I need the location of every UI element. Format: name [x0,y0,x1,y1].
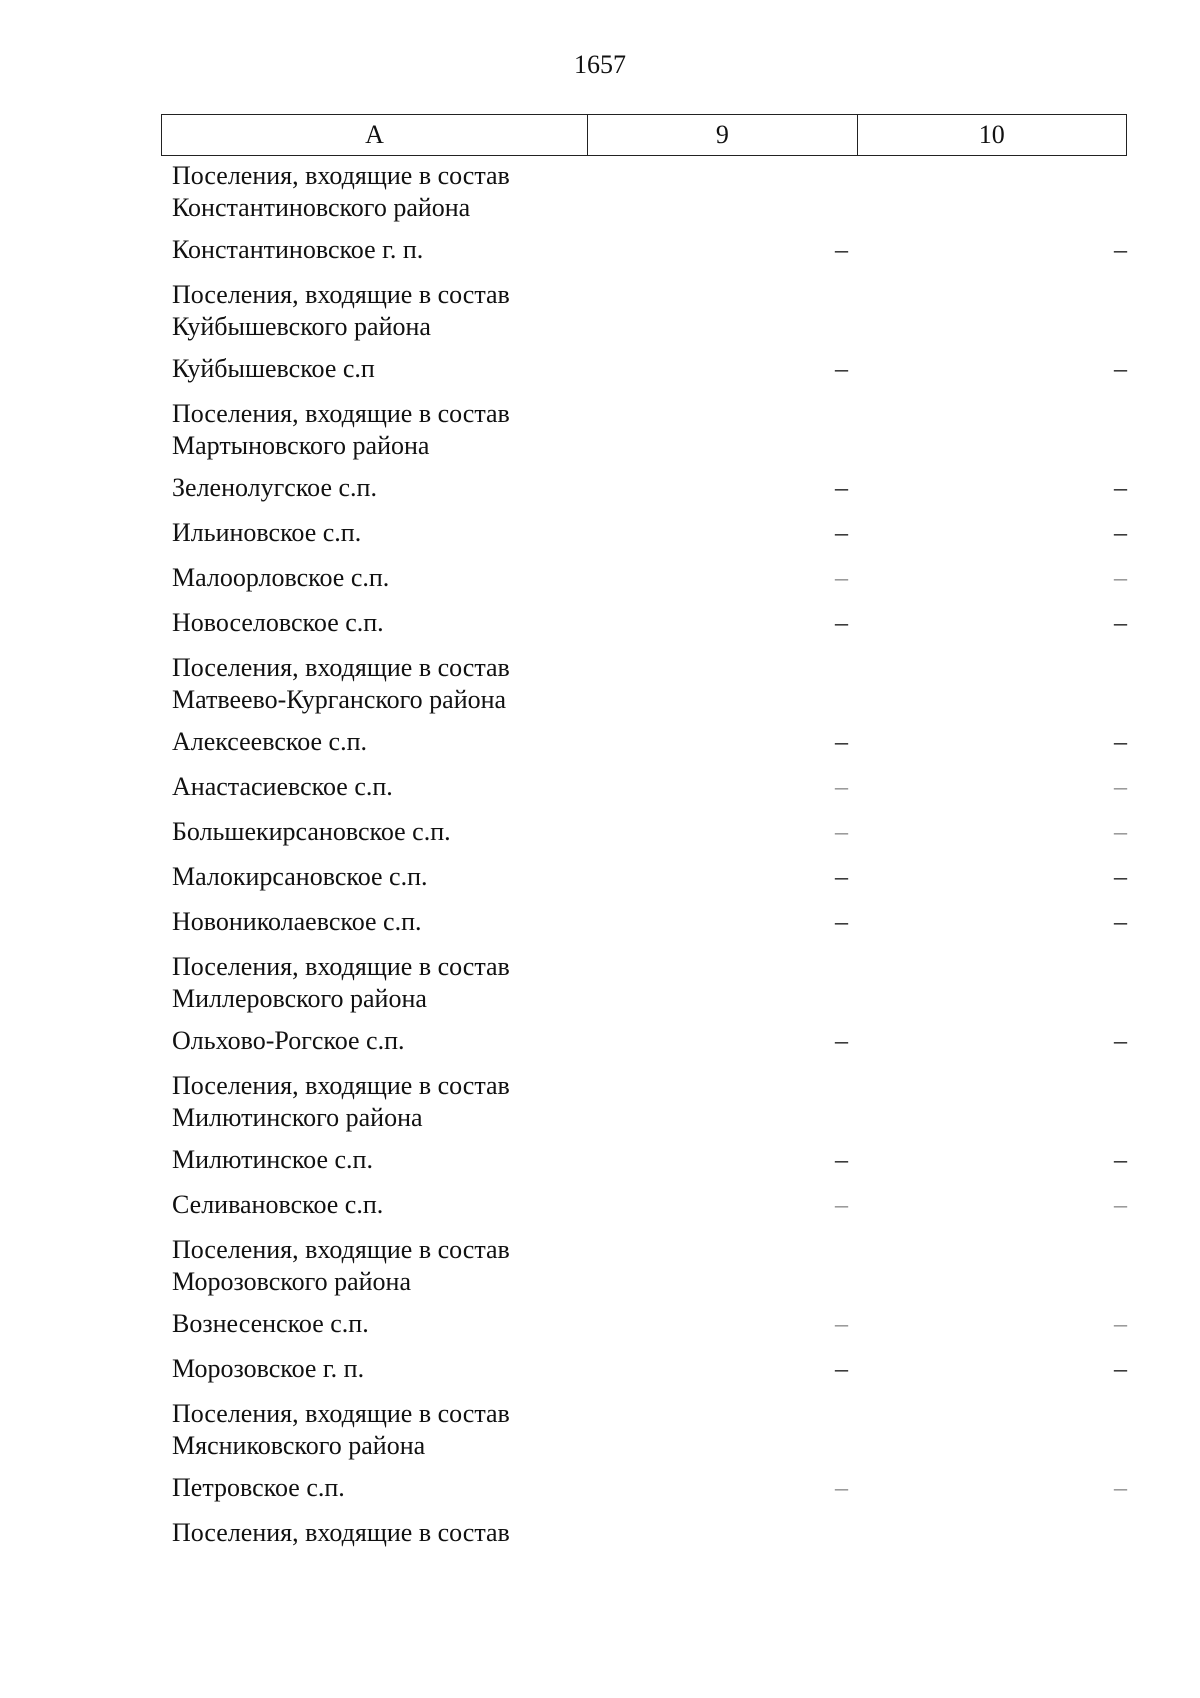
table-row [161,353,1127,398]
table-row [161,1025,1127,1070]
settlement-name: Петровское с.п. [172,1473,345,1502]
value-col-9: – [835,817,848,846]
group-heading-row [161,1234,1127,1298]
table-header [161,114,1127,156]
group-heading-row [161,279,1127,343]
settlement-name: Морозовское г. п. [172,1354,365,1383]
table-row [161,472,1127,517]
group-heading-row [161,1517,1127,1549]
value-col-9: – [835,608,848,637]
value-col-9: – [835,907,848,936]
table-row [161,1308,1127,1353]
header-col-10: 10 [978,120,1005,149]
group-heading-row [161,951,1127,1015]
value-col-10: – [1114,817,1127,846]
settlement-name: Малокирсановское с.п. [172,862,428,891]
settlement-name: Вознесенское с.п. [172,1309,369,1338]
value-col-9: – [835,563,848,592]
value-col-9: – [835,1145,848,1174]
group-heading: Поселения, входящие в состав Константиновского района [172,161,510,222]
group-heading: Поселения, входящие в состав Милютинского района [172,1071,510,1132]
settlement-name: Анастасиевское с.п. [172,772,393,801]
settlement-name: Большекирсановское с.п. [172,817,451,846]
value-col-9: – [835,1473,848,1502]
group-heading-row [161,398,1127,462]
value-col-10: – [1114,1354,1127,1383]
table-row [161,771,1127,816]
value-col-10: – [1114,1190,1127,1219]
settlement-name: Алексеевское с.п. [172,727,367,756]
value-col-10: – [1114,862,1127,891]
value-col-10: – [1114,354,1127,383]
value-col-9: – [835,1309,848,1338]
value-col-9: – [835,473,848,502]
value-col-9: – [835,1354,848,1383]
value-col-10: – [1114,1026,1127,1055]
value-col-10: – [1114,608,1127,637]
table-row [161,607,1127,652]
value-col-10: – [1114,907,1127,936]
group-heading: Поселения, входящие в состав Морозовского района [172,1235,510,1296]
table-row [161,1144,1127,1189]
table-row [161,726,1127,771]
page-number: 1657 [574,50,626,79]
table-row [161,861,1127,906]
value-col-9: – [835,235,848,264]
group-heading: Поселения, входящие в состав Мартыновского района [172,399,510,460]
table-row [161,1472,1127,1517]
table-row [161,1353,1127,1398]
settlement-name: Куйбышевское с.п [172,354,375,383]
table-row [161,234,1127,279]
value-col-10: – [1114,473,1127,502]
table-row [161,562,1127,607]
settlement-name: Зеленолугское с.п. [172,473,377,502]
group-heading-row [161,160,1127,224]
value-col-9: – [835,772,848,801]
settlement-name: Милютинское с.п. [172,1145,373,1174]
value-col-9: – [835,354,848,383]
group-heading: Поселения, входящие в состав Миллеровского района [172,952,510,1013]
table-row [161,816,1127,861]
value-col-9: – [835,727,848,756]
table-row [161,1189,1127,1234]
value-col-9: – [835,862,848,891]
value-col-10: – [1114,1473,1127,1502]
value-col-9: – [835,1026,848,1055]
group-heading-row [161,1070,1127,1134]
value-col-10: – [1114,235,1127,264]
table-row [161,906,1127,951]
group-heading-row [161,1398,1127,1462]
settlement-name: Новониколаевское с.п. [172,907,422,936]
group-heading: Поселения, входящие в состав Куйбышевского района [172,280,510,341]
settlement-name: Новоселовское с.п. [172,608,384,637]
table-body [161,160,1127,1559]
value-col-10: – [1114,1309,1127,1338]
settlement-name: Ильиновское с.п. [172,518,362,547]
value-col-9: – [835,1190,848,1219]
value-col-10: – [1114,727,1127,756]
header-col-a: А [162,115,588,155]
group-heading-row [161,652,1127,716]
group-heading: Поселения, входящие в состав Мясниковского района [172,1399,510,1460]
value-col-10: – [1114,563,1127,592]
table-row [161,517,1127,562]
settlement-name: Ольхово-Рогское с.п. [172,1026,405,1055]
group-heading: Поселения, входящие в состав [172,1518,510,1547]
value-col-10: – [1114,1145,1127,1174]
group-heading: Поселения, входящие в состав Матвеево-Курганского района [172,653,510,714]
header-col-9: 9 [588,115,857,155]
settlement-name: Малоорловское с.п. [172,563,390,592]
value-col-9: – [835,518,848,547]
settlement-name: Селивановское с.п. [172,1190,384,1219]
value-col-10: – [1114,772,1127,801]
settlement-name: Константиновское г. п. [172,235,424,264]
value-col-10: – [1114,518,1127,547]
